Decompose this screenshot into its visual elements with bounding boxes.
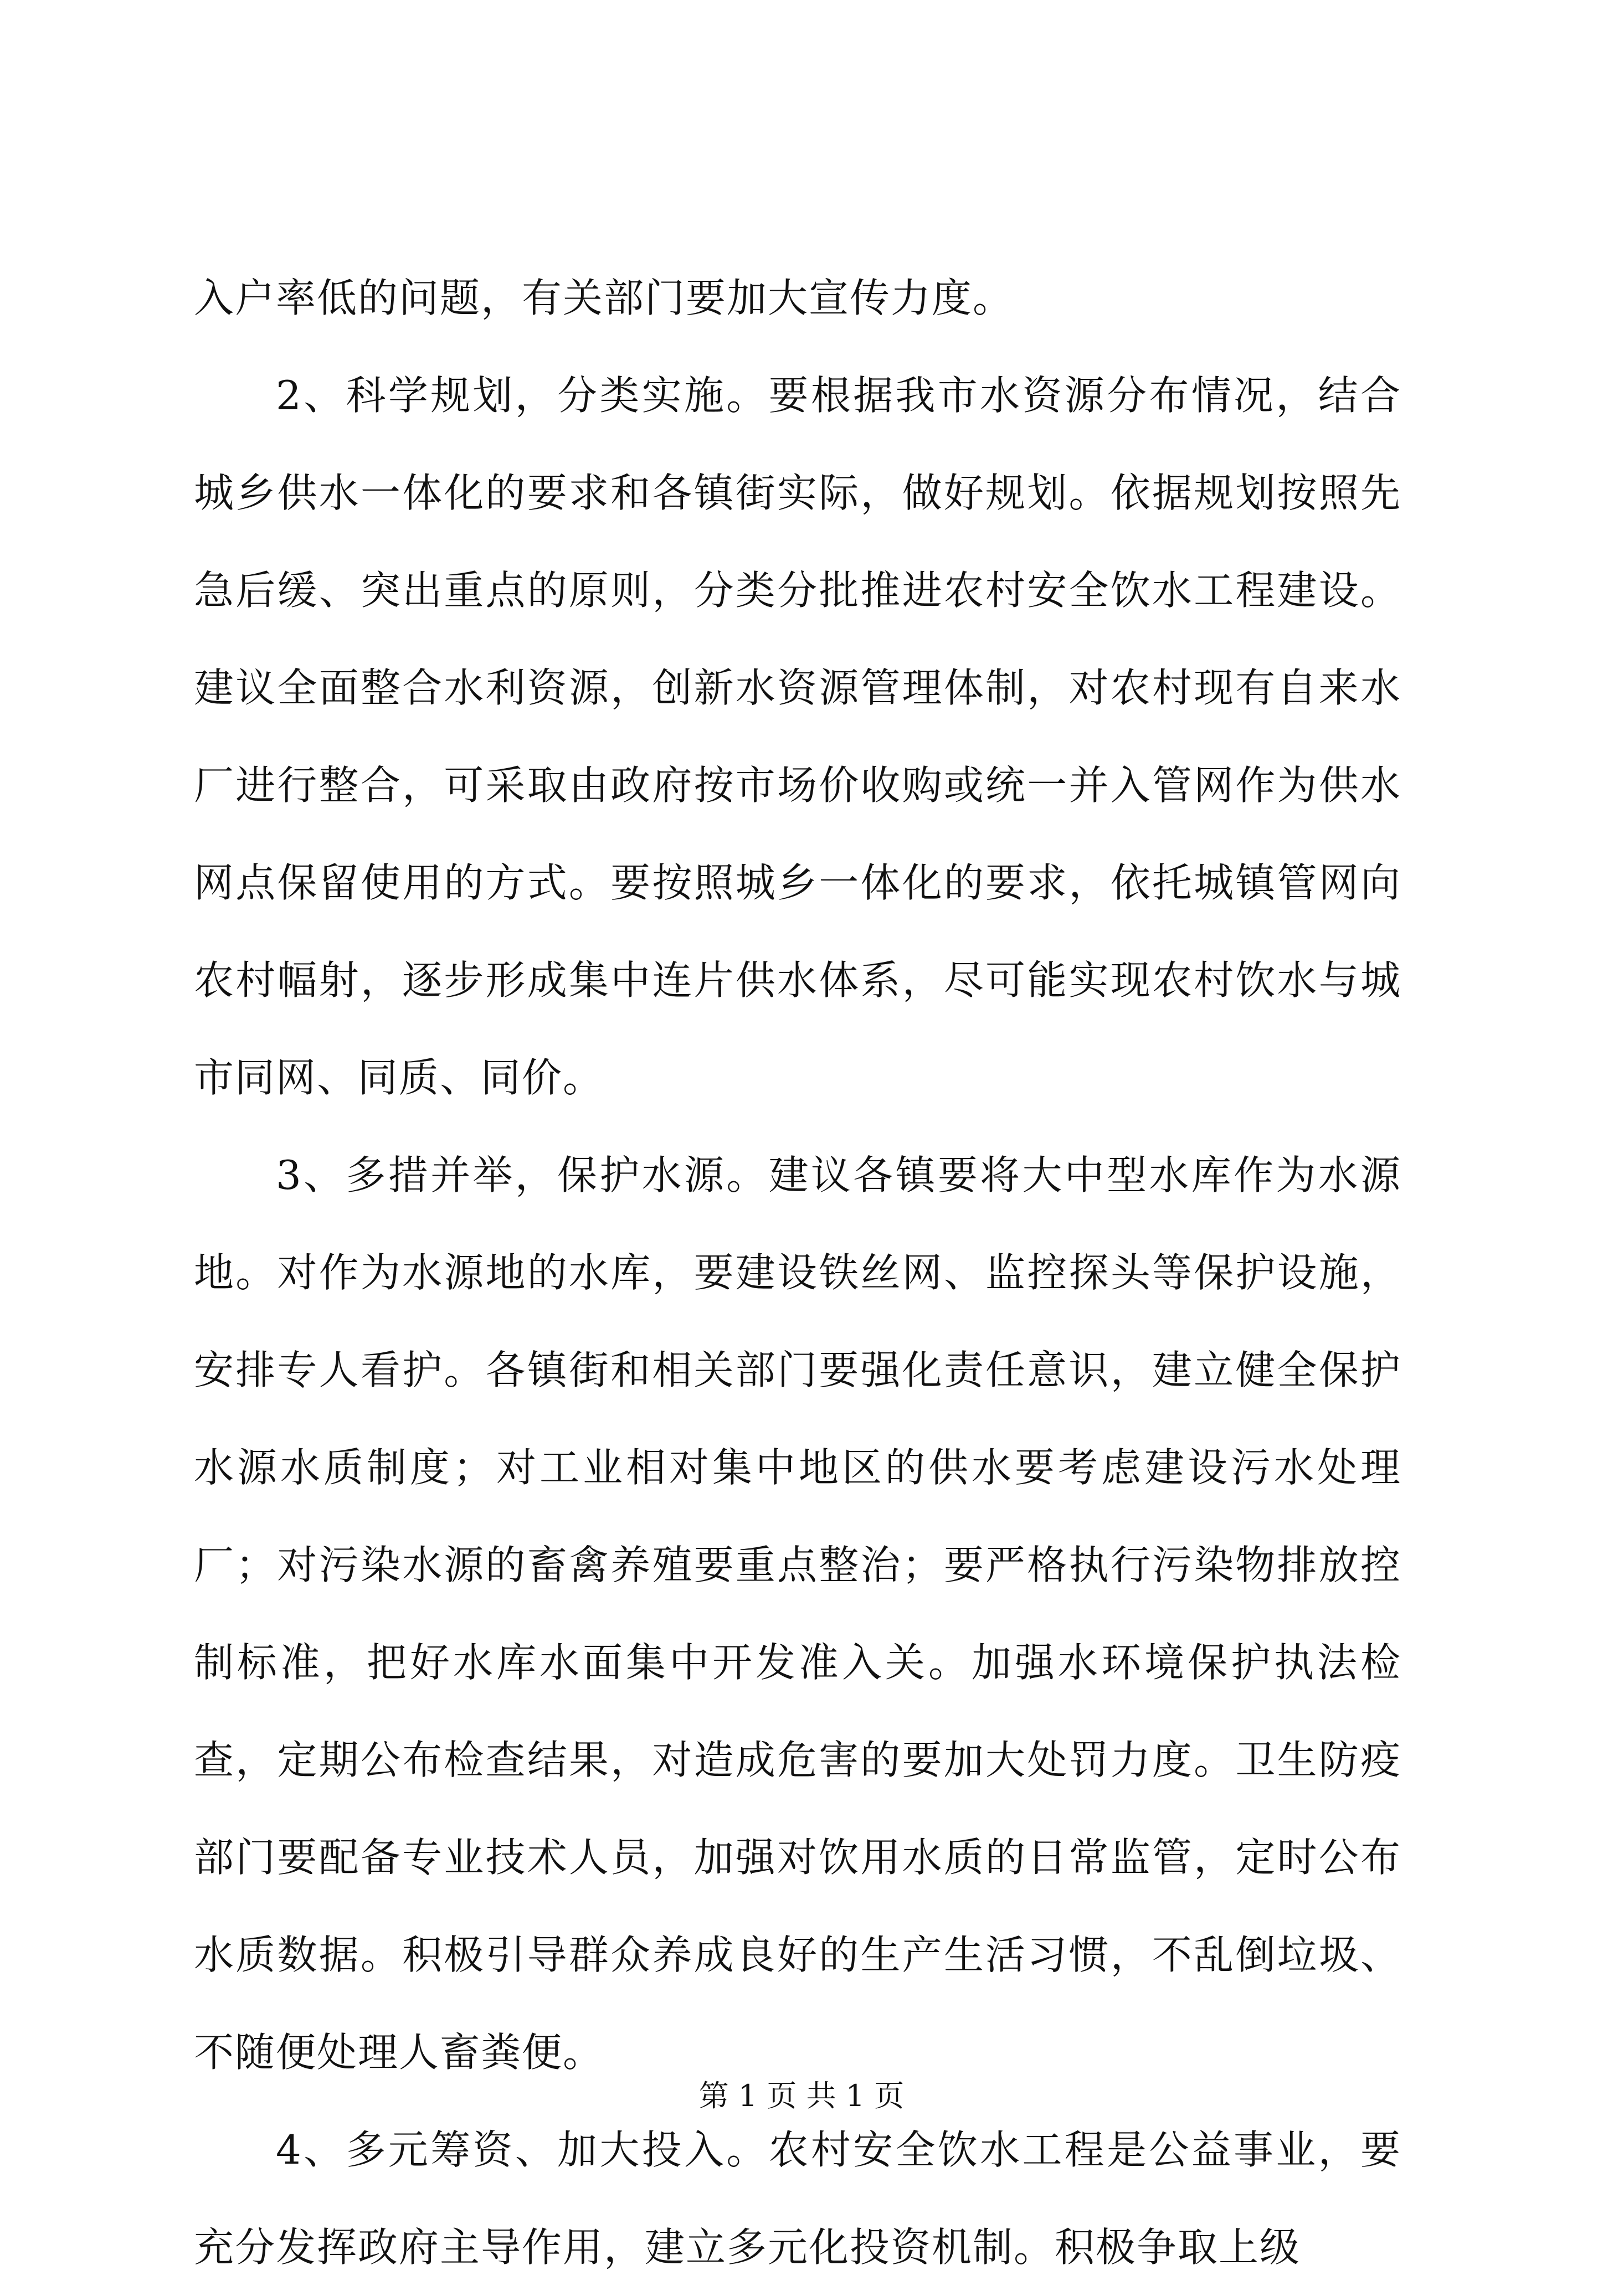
document-body: [194, 249, 1401, 2296]
paragraph-continuation: 入户率低的问题，有关部门要加大宣传力度。: [194, 275, 1014, 321]
page-footer: 第 1 页 共 1 页: [698, 2078, 905, 2113]
paragraph-planning: 2、科学规划，分类实施。要根据我市水资源分布情况，结合城乡供水一体化的要求和各镇街实际，做好规划。依据规划按照先急后缓、突出重点的原则，分类分批推进农村安全饮水工程建设。建议全面整合水利资源，创新水资源管理体制，对农村现有自来水厂进行整合，可采取由政府按市场价收购或统一并入管网作为供水网点保留使用的方式。要按照城乡一体化的要求，依托城镇管网向农村幅射，逐步形成集中连片供水体系，尽可能实现农村饮水与城市同网、同质、同价。: [194, 372, 1401, 1101]
paragraph-funding: 4、多元筹资、加大投入。农村安全饮水工程是公益事业，要充分发挥政府主导作用，建立多元化投资机制。积极争取上级: [194, 2127, 1401, 2271]
paragraph-water-source-protection: 3、多措并举，保护水源。建议各镇要将大中型水库作为水源地。对作为水源地的水库，要建设铁丝网、监控探头等保护设施，安排专人看护。各镇街和相关部门要强化责任意识，建立健全保护水源水质制度；对工业相对集中地区的供水要考虑建设污水处理厂；对污染水源的畜禽养殖要重点整治；要严格执行污染物排放控制标准，把好水库水面集中开发准入关。加强水环境保护执法检查，定期公布检查结果，对造成危害的要加大处罚力度。卫生防疫部门要配备专业技术人员，加强对饮用水质的日常监管，定时公布水质数据。积极引导群众养成良好的生产生活习惯，不乱倒垃圾、不随便处理人畜粪便。: [194, 1152, 1401, 2076]
